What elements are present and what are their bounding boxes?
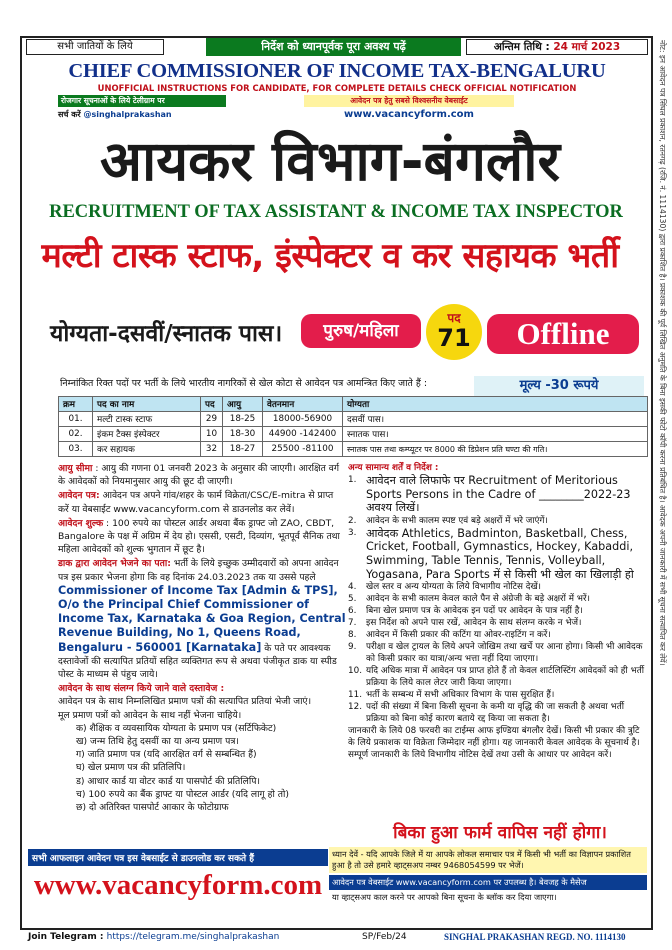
age-text: : आयु की गणना 01 जनवरी 2023 के अनुसार की जाएगी। आरक्षित वर्ग के आवेदकों को नियमानुसार आयु की छूट दी जाएगी। [58, 463, 340, 488]
table-cell: 29 [201, 412, 223, 427]
table-cell: इंकम टैक्स इंस्पेक्टर [93, 427, 201, 442]
website-info-line1: आवेदन पत्र हेतु सबसे विश्वसनीय वेबसाईट [304, 95, 514, 107]
condition-number: 7. [348, 618, 357, 629]
table-cell: स्नातक पास तथा कम्प्यूटर पर 8000 की डिप्रेशन प्रति घण्टा की गति। [343, 442, 648, 457]
doc-item: क) शैक्षिक व व्यवसायिक योग्यता के प्रमाण पत्र (सर्टिफिकेट) [76, 722, 277, 734]
condition-number: 3. [348, 527, 357, 538]
table-cell: 18-25 [223, 412, 263, 427]
form-heading: आवेदन पत्र: [58, 490, 100, 502]
docs-intro1: आवेदन पत्र के साथ निम्नलिखित प्रमाण पत्रों की सत्यापित प्रतियां भेजी जाएं। [58, 696, 312, 708]
info-note: जानकारी के लिये 08 फरवरी का टाईम्स आफ इण्डिया बंगलौर देखें। किसी भी प्रकार की त्रुटि के लिये प्रकाशक या विक्रेता जिम्मेदार नहीं होगा। यह जानकारी केवल आवेदक के सूचनार्थ है। सम्पूर्ण जानकारी के लिये विभागीय नोटिस देखें तथा उसी के आधार पर आवेदन करें। [348, 726, 640, 761]
left-side-strip [2, 40, 18, 900]
download-block [28, 849, 328, 902]
top-bar [26, 38, 648, 56]
condition-item [348, 474, 646, 515]
telegram-handle[interactable]: @singhalprakashan [83, 110, 172, 119]
english-title: CHIEF COMMISSIONER OF INCOME TAX-BENGALURU [68, 60, 606, 82]
condition-text: यदि अधिक मात्रा में आवेदन पत्र प्राप्त होते हैं तो केवल शार्टलिस्टिंग आवेदकों को ही भर्ती प्रक्रिया के लिये काल लेटर जारी किया जाएगा। [366, 666, 645, 689]
condition-number: 9. [348, 642, 357, 653]
condition-text: आवेदन में किसी प्रकार की कटिंग या ओवर-राइटिंग न करें। [366, 630, 551, 641]
age-section [58, 462, 346, 488]
condition-item [348, 605, 646, 617]
posts-banner: मल्टी टास्क स्टाफ, इंस्पेक्टर व कर सहायक भर्ती [41, 236, 619, 276]
last-date-box [466, 39, 648, 55]
condition-text: आवेदन के सभी कालम केवल काले पैन से अंग्रेजी के बड़े अक्षरों में भरें। [366, 594, 590, 605]
recruitment-title: RECRUITMENT OF TAX ASSISTANT & INCOME TAX INSPECTOR [49, 202, 623, 222]
footer-publisher: SINGHAL PRAKASHAN REGD. NO. 1114130 [444, 932, 626, 942]
condition-number: 5. [348, 594, 357, 605]
doc-item: घ) खेल प्रमाण पत्र की प्रतिलिपि। [76, 762, 186, 774]
condition-item [348, 701, 646, 725]
table-header: पद [201, 397, 223, 412]
info-row [58, 95, 618, 125]
last-date-label: अन्तिम तिथि : [493, 41, 550, 53]
address-text2: के पते पर आवश्यक दस्तावेजों की सत्यापित प्रतियों सहित व्यक्तिगत रूप से अथवा पंजीकृत डाक या स्पीड पोस्ट के माध्यम से पंहुच जाये। [58, 642, 337, 681]
right-column [348, 462, 646, 761]
condition-number: 8. [348, 630, 357, 641]
condition-item [348, 629, 646, 641]
posts-table [58, 396, 648, 457]
attention-line1: ध्यान देवें - यदि आपके जिले में या आपके लोकल समाचार पत्र में किसी भी भर्ती का विज्ञापन प्रकाशित हुआ है तो उसे हमारे व्हाट्सअप नम्बर 9468054599 पर भेजें। [329, 847, 647, 873]
table-cell: कर सहायक [93, 442, 201, 457]
address-section [58, 557, 346, 681]
attention-line2: आवेदन पत्र वेबसाईट www.vacancyform.com पर उपलब्ध है। बेवजह के मैसेज [329, 875, 647, 890]
condition-text: बिना खेल प्रमाण पत्र के आवेदक इन पदों पर आवेदन के पात्र नहीं है। [366, 606, 583, 617]
condition-text: आवेदन के सभी कालम स्पष्ट एवं बड़े अक्षरों में भरे जाएंगें। [366, 515, 548, 526]
condition-number: 6. [348, 606, 357, 617]
footer-telegram [28, 932, 279, 942]
doc-item: छ) दो अतिरिक्त पासपोर्ट आकार के फोटोग्राफ [76, 802, 229, 814]
conditions-heading: अन्य सामान्य शर्तें व निर्देश : [348, 463, 439, 473]
address-heading: डाक द्वारा आवेदन भेजने का पता: [58, 558, 171, 570]
doc-item: च) 100 रुपये का बैंक ड्राफ्ट या पोस्टल आर्डर (यदि लागू हो तो) [76, 788, 289, 800]
post-count-value: 71 [437, 324, 471, 352]
table-row [59, 442, 648, 457]
right-side-strip [654, 40, 670, 900]
qualification: योग्यता-दसवीं/स्नातक पास। [50, 321, 283, 347]
docs-heading: आवेदन के साथ संलग्न किये जाने वाले दस्तावेज : [58, 683, 225, 695]
attention-block [329, 847, 647, 905]
hindi-title: आयकर विभाग-बंगलौर [100, 129, 560, 193]
condition-text: भर्ती के सम्बन्ध में सभी अधिकार विभाग के पास सुरक्षित हैं। [366, 690, 555, 701]
telegram-info [58, 95, 226, 120]
table-cell: 25500 -81100 [263, 442, 343, 457]
table-header: वेतनमान [263, 397, 343, 412]
post-count-badge [426, 304, 482, 360]
not-refundable-notice: बिका हुआ फार्म वापिस नहीं होगा। [393, 823, 607, 843]
condition-text: पदों की संख्या में बिना किसी सूचना के कमी या वृद्धि की जा सकती है अथवा भर्ती प्रक्रिया को बिना कोई कारण बताये रद्द किया जा सकता है। [366, 702, 624, 725]
condition-number: 12. [348, 702, 362, 713]
intro-text: निम्नांकित रिक्त पदों पर भर्ती के लिये भारतीय नागरिकों से खेल कोटा से आवेदन पत्र आमन्त्रित किए जाते हैं : [60, 378, 427, 389]
last-date-value: 24 मार्च 2023 [553, 41, 621, 53]
condition-number: 2. [348, 515, 357, 526]
table-cell: 01. [59, 412, 93, 427]
table-header: क्रम [59, 397, 93, 412]
table-cell: 18-27 [223, 442, 263, 457]
website-info [304, 95, 514, 120]
form-section [58, 489, 346, 515]
doc-item: ड) आधार कार्ड या वोटर कार्ड या पासपोर्ट की प्रतिलिपि। [76, 775, 260, 787]
qualification-row [50, 310, 640, 364]
condition-item [348, 593, 646, 605]
footer [28, 930, 648, 946]
telegram-search-label: सर्च करें [58, 110, 81, 119]
age-heading: आयु सीमा [58, 463, 93, 474]
condition-item [348, 515, 646, 527]
docs-intro2: मूल प्रमाण पत्रों को आवेदन के साथ नहीं भेजना चाहिये। [58, 709, 242, 721]
table-cell: 18000-56900 [263, 412, 343, 427]
website-link[interactable]: www.vacancyform.com [344, 109, 474, 120]
condition-item [348, 527, 646, 581]
fee-section [58, 517, 346, 557]
condition-text: परीक्षा व खेल ट्रायल के लिये अपने जोखिम तथा खर्चे पर आना होगा। किसी भी आवेदक को किसी प्रकार का यात्रा/अन्य भत्ता नहीं दिया जाएगा। [366, 642, 643, 665]
condition-item [348, 581, 646, 593]
doc-item: ग) जाति प्रमाण पत्र (यदि आरक्षित वर्ग से सम्बन्धित हैं) [76, 749, 257, 761]
price-badge: मूल्य -30 रूपये [474, 376, 644, 396]
form-text: आवेदन पत्र अपने गांव/शहर के फार्म विक्रेता/CSC/E-mitra से प्राप्त करें या वेबसाईट www.vacancyform.com से डाउनलोड कर लेवें। [58, 490, 334, 515]
address-english: Commissioner of Income Tax [Admin & TPS], O/o the Principal Chief Commissioner of Income Tax, Karnataka & Goa Region, Central Revenue Building, No 1, Queens Road, Bengaluru - 560001 [Karnataka] [58, 583, 346, 654]
condition-text: इस निर्देश को अपने पास रखें, आवेदन के साथ संलग्न करके न भेजें। [366, 618, 582, 629]
attention-line3: या व्हाट्सअप काल करने पर आपको बिना सूचना के ब्लॉक कर दिया जाएगा। [332, 892, 557, 902]
condition-text: आवेदक Athletics, Badminton, Basketball, Chess, Cricket, Football, Gymnastics, Hockey, Kabaddi, Swimming, Table Tennis, Tennis, Volleyball, Yogasana, Para Sports में से किसी भी खेल का खिलाड़ी हो [366, 526, 634, 581]
left-column [58, 462, 346, 815]
footer-telegram-label: Join Telegram : [28, 932, 104, 942]
fee-heading: आवेदन शुल्क [58, 517, 104, 529]
table-row [59, 427, 648, 442]
disclaimer: UNOFFICIAL INSTRUCTIONS FOR CANDIDATE, FOR COMPLETE DETAILS CHECK OFFICIAL NOTIFICATION [97, 83, 577, 93]
table-row [59, 412, 648, 427]
fee-text: : 100 रुपये का पोस्टल आर्डर अथवा बैंक ड्राफ्ट जो ZAO, CBDT, Bangalore के पक्ष में अग्रिम में देय हो। एससी, एसटी, दिव्यांग, भूतपूर्व सैनिक तथा महिला आवेदकों को शुल्क भुगतान में छूट है। [58, 517, 340, 556]
all-castes-box: सभी जातियों के लिये [26, 39, 164, 55]
mode-badge: Offline [487, 314, 639, 354]
address-text1: भर्ती के लिये इच्छुक उम्मीदवारों को अपना आवेदन पत्र इस प्रकार भेजना होगा कि वह दिनांक 24.03.2023 तक या उससे पहले [58, 558, 339, 583]
table-cell: 10 [201, 427, 223, 442]
doc-item: ख) जन्म तिथि हेतु दसवीं का या अन्य प्रमाण पत्र। [76, 736, 239, 748]
condition-text: आवेदन वाले लिफाफे पर Recruitment of Meritorious Sports Persons in the Cadre of ________2022-23 अवश्य लिखें। [366, 474, 631, 515]
download-site-link[interactable]: www.vacancyform.com [33, 869, 323, 901]
condition-number: 4. [348, 582, 357, 593]
table-cell: 02. [59, 427, 93, 442]
footer-code: SP/Feb/24 [362, 932, 407, 942]
side-right-text: नोट: इन आवेदन पत्र सिंघल प्रकाशन, रतनगढ़ (रजि. नं. 1114130) द्वारा प्रकाशित है। प्रकाशक की पूर्व लिखित अनुमति के बिना इसकी फोटो कॉपी करना प्रतिबंधित है। आवेदक अपनी जानकारी में सभी सूचना सत्यापित कर लेवें। [658, 40, 667, 666]
condition-item [348, 665, 646, 689]
table-header-row [59, 397, 648, 412]
condition-item [348, 641, 646, 665]
table-cell: मल्टी टास्क स्टाफ [93, 412, 201, 427]
table-cell: स्नातक पास। [343, 427, 648, 442]
table-cell: 44900 -142400 [263, 427, 343, 442]
post-count-label: पद [447, 311, 461, 325]
table-header: पद का नाम [93, 397, 201, 412]
condition-number: 11. [348, 690, 362, 701]
telegram-info-line1: रोजगार सूचनाओं के लिये टेलीग्राम पर [58, 95, 226, 107]
table-header: आयु [223, 397, 263, 412]
condition-item [348, 617, 646, 629]
table-cell: 32 [201, 442, 223, 457]
download-banner: सभी आफलाइन आवेदन पत्र इस वेबसाईट से डाउनलोड कर सकते हैं [28, 849, 328, 866]
condition-text: खेल स्तर व अन्य योग्यता के लिये विभागीय नोटिस देखें। [366, 582, 542, 593]
instruction-banner: निर्देश को ध्यानपूर्वक पूरा अवश्य पढ़ें [206, 38, 461, 56]
condition-item [348, 689, 646, 701]
table-cell: 03. [59, 442, 93, 457]
table-cell: दसवीं पास। [343, 412, 648, 427]
condition-number: 10. [348, 666, 362, 677]
docs-section [58, 682, 346, 814]
table-cell: 18-30 [223, 427, 263, 442]
gender-badge: पुरुष/महिला [301, 314, 421, 348]
footer-telegram-link[interactable]: https://telegram.me/singhalprakashan [106, 932, 280, 942]
table-header: योग्यता [343, 397, 648, 412]
telegram-info-line2 [58, 109, 226, 120]
condition-number: 1. [348, 475, 357, 485]
